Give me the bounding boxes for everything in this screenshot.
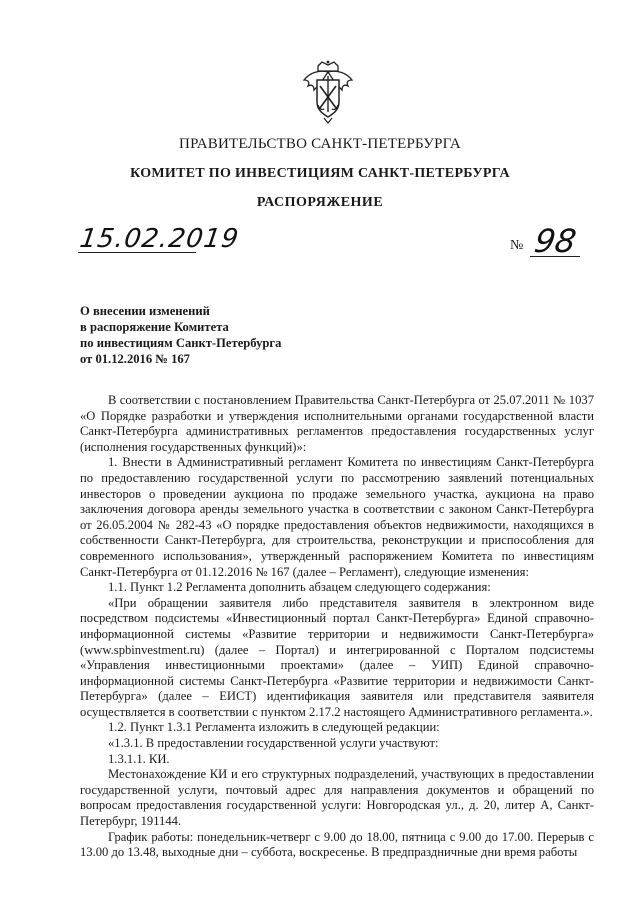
coat-of-arms-icon xyxy=(298,60,358,124)
paragraph-item-1: 1. Внести в Административный регламент Комитета по инвестициям Санкт-Петербурга по предоставлению государственной услуги по рассмотрению заявлений потенциальных инвесторов о проведении аукциона по продаже земельного участка, аукциона на право заключения договора аренды земельного участка в соответствии с законом Санкт-Петербурга от 26.05.2004 № 282-43 «О порядке предоставления объектов недвижимости, находящихся в собственности Санкт-Петербурга, для строительства, реконструкции и приспособления для современного использования», утвержденный распоряжением Комитета по инвестициям Санкт-Петербурга от 01.12.2016 № 167 (далее – Регламент), следующие изменения: xyxy=(80,455,594,579)
handwritten-date: 15.02.2019 xyxy=(77,224,241,254)
paragraph-item-1-3-1-1: 1.3.1.1. КИ. xyxy=(108,751,170,766)
subject-line: по инвестициям Санкт-Петербурга xyxy=(80,336,282,350)
document-type: РАСПОРЯЖЕНИЕ xyxy=(256,195,384,210)
committee-title: КОМИТЕТ ПО ИНВЕСТИЦИЯМ САНКТ-ПЕТЕРБУРГА xyxy=(130,166,510,181)
paragraph-schedule: График работы: понедельник-четверг с 9.00 до 18.00, пятница с 9.00 до 17.00. Перерыв с 13.00 до 13.48, выходные дни – суббота, воскресенье. В предпраздничные дни время работы xyxy=(80,829,594,860)
document-body xyxy=(80,393,594,861)
paragraph-location: Местонахождение КИ и его структурных подразделений, участвующих в предоставлении государственной услуги, почтовый адрес для направления документов и обращений по вопросам предоставления государственной услуги: Новгородская ул., д. 20, литер А, Санкт-Петербург, 191144. xyxy=(80,767,594,829)
date-underline xyxy=(78,252,196,253)
paragraph-item-1-1: 1.1. Пункт 1.2 Регламента дополнить абзацем следующего содержания: xyxy=(108,580,491,595)
subject-line: в распоряжение Комитета xyxy=(80,320,229,334)
paragraph-item-1-2: 1.2. Пункт 1.3.1 Регламента изложить в следующей редакции: xyxy=(108,720,440,735)
subject-line: О внесении изменений xyxy=(80,304,210,318)
subject-line: от 01.12.2016 № 167 xyxy=(80,352,190,366)
handwritten-number: 98 xyxy=(531,222,580,260)
paragraph-quote-1-3-1: «1.3.1. В предоставлении государственной услуги участвуют: xyxy=(108,736,439,751)
document-subject xyxy=(80,303,380,367)
number-label: № xyxy=(510,238,524,253)
government-title: ПРАВИТЕЛЬСТВО САНКТ-ПЕТЕРБУРГА xyxy=(179,136,461,152)
paragraph-quote-1-2: «При обращении заявителя либо представителя заявителя в электронном виде посредством подсистемы «Инвестиционный портал Санкт-Петербурга» Единой справочно-информационной системы «Развитие территории и недвижимости Санкт-Петербурга» (www.spbinvestment.ru) (далее – Портал) и интегрированной с Порталом подсистемы «Управления инвестиционными проектами» (далее – УИП) Единой справочно-информационной системы Санкт-Петербурга «Развитие территории и недвижимости Санкт-Петербурга» (далее – ЕИСТ) идентификация заявителя или представителя заявителя осуществляется в соответствии с пунктом 2.17.2 настоящего Административного регламента.». xyxy=(80,595,594,719)
number-underline xyxy=(530,256,580,257)
paragraph-preamble: В соответствии с постановлением Правительства Санкт-Петербурга от 25.07.2011 № 1037 «О Порядке разработки и утверждения исполнительными органами государственной власти Санкт-Петербурга административных регламентов предоставления государственных услуг (исполнения государственных функций)»: xyxy=(80,393,594,454)
